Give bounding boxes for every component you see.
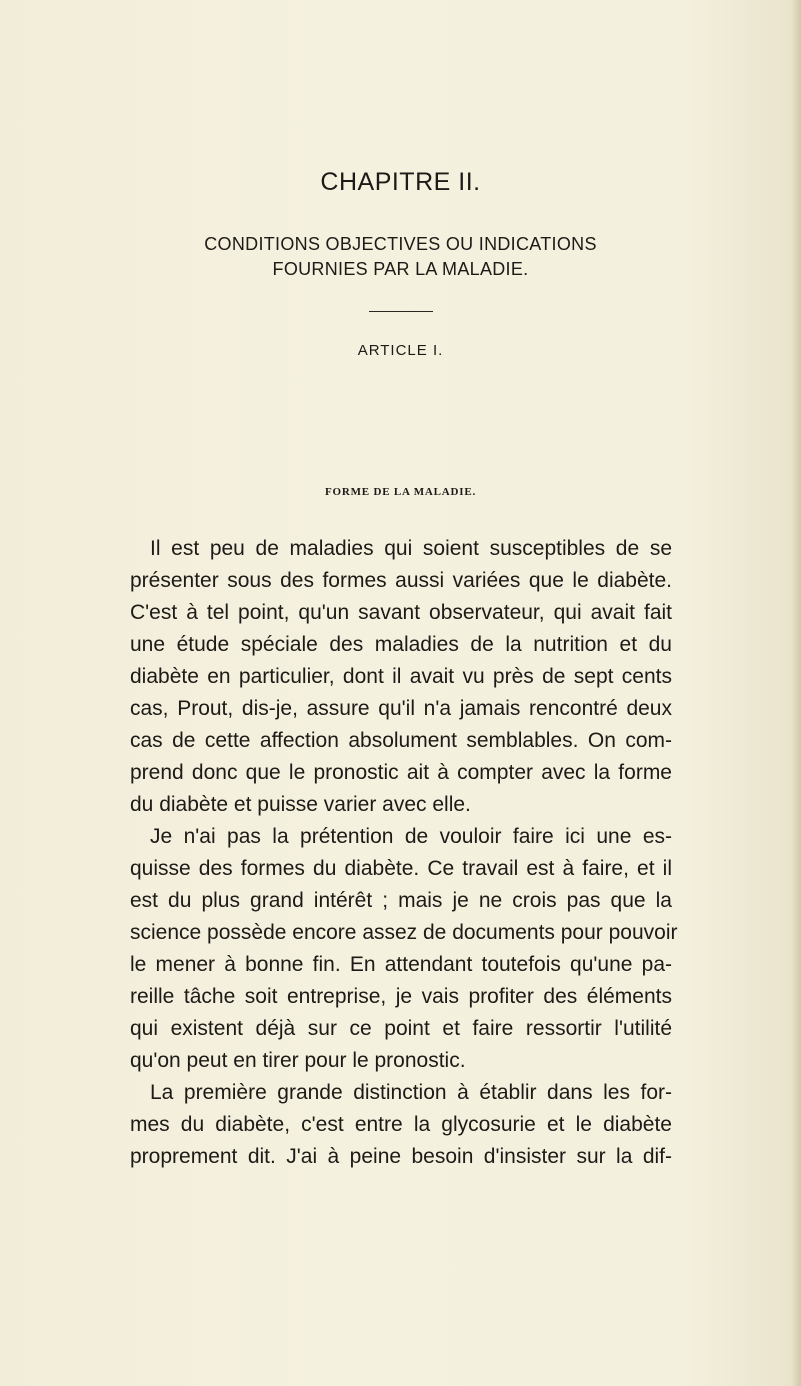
text-line: proprement dit. J'ai à peine besoin d'insister sur la dif- bbox=[130, 1145, 672, 1168]
text-line: est du plus grand intérêt ; mais je ne crois pas que la bbox=[130, 889, 672, 912]
separator-rule bbox=[369, 311, 433, 312]
text-line: qui existent déjà sur ce point et faire ressortir l'utilité bbox=[130, 1017, 672, 1040]
chapter-subtitle-line-2: FOURNIES PAR LA MALADIE. bbox=[272, 259, 529, 279]
text-line: reille tâche soit entreprise, je vais profiter des éléments bbox=[130, 985, 672, 1008]
text-line: une étude spéciale des maladies de la nutrition et du bbox=[130, 633, 672, 656]
text-line: C'est à tel point, qu'un savant observateur, qui avait fait bbox=[130, 601, 672, 624]
text-line: Je n'ai pas la prétention de vouloir faire ici une es- bbox=[150, 825, 672, 848]
text-line: quisse des formes du diabète. Ce travail est à faire, et il bbox=[130, 857, 672, 880]
chapter-subtitle-line-1: CONDITIONS OBJECTIVES OU INDICATIONS bbox=[204, 234, 597, 254]
text-line: présenter sous des formes aussi variées que le diabète. bbox=[130, 569, 672, 592]
text-line: le mener à bonne fin. En attendant toutefois qu'une pa- bbox=[130, 953, 672, 976]
article-label: ARTICLE I. bbox=[357, 342, 444, 359]
text-line: cas, Prout, dis-je, assure qu'il n'a jamais rencontré deux bbox=[130, 697, 672, 720]
text-line: prend donc que le pronostic ait à compter avec la forme bbox=[130, 761, 672, 784]
section-title: FORME DE LA MALADIE. bbox=[324, 486, 477, 498]
text-line: cas de cette affection absolument semblables. On com- bbox=[130, 729, 672, 752]
chapter-title: CHAPITRE II. bbox=[320, 168, 481, 196]
text-line: diabète en particulier, dont il avait vu près de sept cents bbox=[130, 665, 672, 688]
page-edge-shadow bbox=[791, 0, 801, 1386]
text-line: mes du diabète, c'est entre la glycosurie et le diabète bbox=[130, 1113, 672, 1136]
text-line: qu'on peut en tirer pour le pronostic. bbox=[130, 1049, 466, 1072]
text-line: du diabète et puisse varier avec elle. bbox=[130, 793, 471, 816]
text-line: La première grande distinction à établir dans les for- bbox=[150, 1081, 672, 1104]
text-line: Il est peu de maladies qui soient susceptibles de se bbox=[150, 537, 672, 560]
text-line: science possède encore assez de documents pour pouvoir bbox=[130, 921, 678, 944]
